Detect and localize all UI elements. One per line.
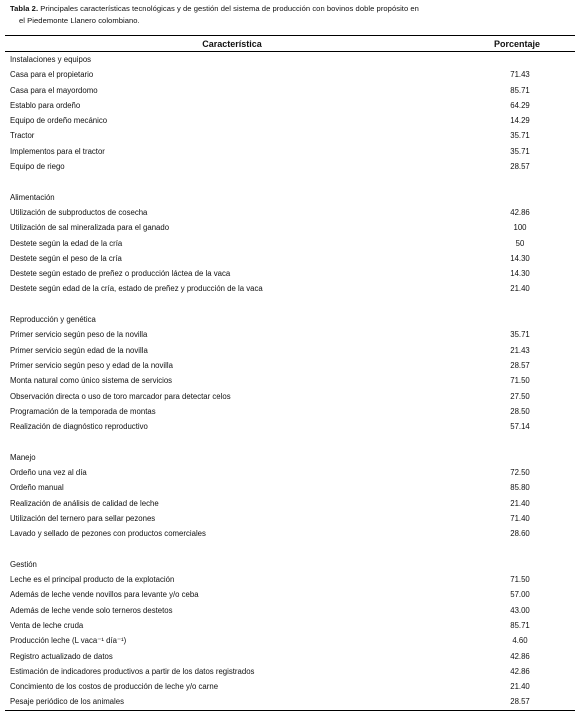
percentage-cell: 21.40 <box>510 498 530 508</box>
percentage-cell: 28.60 <box>510 529 530 539</box>
percentage-cell: 4.60 <box>512 636 528 646</box>
percentage-cell: 71.50 <box>510 376 530 386</box>
section-title: Manejo <box>10 452 36 462</box>
characteristic-cell: Además de leche vende solo terneros destetos <box>10 605 173 615</box>
table-row <box>5 327 575 342</box>
percentage-cell: 42.86 <box>510 207 530 217</box>
characteristic-cell: Además de leche vende novillos para levante y/o ceba <box>10 590 199 600</box>
table-row <box>5 251 575 266</box>
table-row <box>5 572 575 587</box>
table-row <box>5 358 575 373</box>
percentage-cell: 50 <box>515 238 525 248</box>
characteristic-cell: Utilización de sal mineralizada para el ganado <box>10 223 170 233</box>
percentage-cell: 14.30 <box>510 269 530 279</box>
percentage-cell: 100 <box>513 223 527 233</box>
spacer-cell <box>459 297 575 312</box>
characteristic-cell: Destete según la edad de la cría <box>10 238 123 248</box>
table-row <box>5 404 575 419</box>
table-row <box>5 526 575 541</box>
spacer-cell <box>5 542 459 557</box>
table-row <box>5 144 575 159</box>
percentage-cell: 28.57 <box>510 162 530 172</box>
table-row <box>5 618 575 633</box>
section-row <box>5 450 575 465</box>
percentage-cell: 57.14 <box>510 422 530 432</box>
section-empty-cell <box>459 52 575 68</box>
characteristics-table <box>5 35 575 711</box>
header-percentage: Porcentaje <box>459 36 575 52</box>
table-row <box>5 266 575 281</box>
percentage-cell: 42.86 <box>510 651 530 661</box>
table-row <box>5 465 575 480</box>
characteristic-cell: Realización de análisis de calidad de leche <box>10 498 159 508</box>
spacer-cell <box>5 434 459 449</box>
section-empty-cell <box>459 190 575 205</box>
characteristic-cell: Destete según el peso de la cría <box>10 253 122 263</box>
section-row <box>5 52 575 68</box>
characteristic-cell: Casa para el mayordomo <box>10 85 98 95</box>
table-header-row <box>5 36 575 52</box>
percentage-cell: 71.50 <box>510 575 530 585</box>
table-row <box>5 236 575 251</box>
table-row <box>5 67 575 82</box>
section-title: Instalaciones y equipos <box>10 55 92 64</box>
characteristic-cell: Utilización de subproductos de cosecha <box>10 207 148 217</box>
characteristic-cell: Producción leche (L vaca⁻¹ día⁻¹) <box>10 636 127 646</box>
section-empty-cell <box>459 450 575 465</box>
section-empty-cell <box>459 312 575 327</box>
section-row <box>5 190 575 205</box>
spacer-row <box>5 297 575 312</box>
data-table-container <box>5 35 575 711</box>
percentage-cell: 71.40 <box>510 513 530 523</box>
spacer-cell <box>5 297 459 312</box>
percentage-cell: 57.00 <box>510 590 530 600</box>
table-row <box>5 220 575 235</box>
spacer-cell <box>459 174 575 189</box>
characteristic-cell: Equipo de ordeño mecánico <box>10 116 108 126</box>
percentage-cell: 14.30 <box>510 253 530 263</box>
characteristic-cell: Leche es el principal producto de la explotación <box>10 575 175 585</box>
spacer-row <box>5 542 575 557</box>
table-row <box>5 664 575 679</box>
characteristic-cell: Establo para ordeño <box>10 100 81 110</box>
characteristic-cell: Primer servicio según peso de la novilla <box>10 330 148 340</box>
table-row <box>5 128 575 143</box>
percentage-cell: 72.50 <box>510 468 530 478</box>
characteristic-cell: Pesaje periódico de los animales <box>5 694 459 710</box>
percentage-cell: 42.86 <box>510 666 530 676</box>
table-body <box>5 52 575 711</box>
table-row <box>5 496 575 511</box>
percentage-cell: 28.57 <box>510 360 530 370</box>
table-row <box>5 343 575 358</box>
caption-text-line2: el Piedemonte Llanero colombiano. <box>19 16 140 25</box>
table-row <box>5 98 575 113</box>
characteristic-cell: Monta natural como único sistema de servicios <box>10 376 173 386</box>
characteristic-cell: Venta de leche cruda <box>10 620 84 630</box>
characteristic-cell: Casa para el propietario <box>10 70 94 80</box>
percentage-cell: 21.40 <box>510 682 530 692</box>
percentage-cell: 35.71 <box>510 146 530 156</box>
caption-text-line1: Principales características tecnológicas y de gestión del sistema de producción con bovinos doble propósito en <box>40 4 419 13</box>
characteristic-cell: Destete según estado de preñez o producción láctea de la vaca <box>10 269 231 279</box>
characteristic-cell: Destete según edad de la cría, estado de preñez y producción de la vaca <box>10 284 263 294</box>
table-row <box>5 679 575 694</box>
table-row <box>5 587 575 602</box>
table-row <box>5 83 575 98</box>
characteristic-cell: Concimiento de los costos de producción de leche y/o carne <box>10 682 219 692</box>
table-row <box>5 205 575 220</box>
characteristic-cell: Utilización del ternero para sellar pezones <box>10 513 156 523</box>
percentage-cell: 21.40 <box>510 284 530 294</box>
section-row <box>5 557 575 572</box>
section-title: Alimentación <box>10 192 55 202</box>
section-title: Gestión <box>10 559 37 569</box>
percentage-cell: 28.57 <box>459 694 575 710</box>
table-row <box>5 389 575 404</box>
percentage-cell: 71.43 <box>510 70 530 80</box>
characteristic-cell: Primer servicio según peso y edad de la novilla <box>10 360 173 370</box>
spacer-row <box>5 174 575 189</box>
spacer-cell <box>459 434 575 449</box>
table-row <box>5 633 575 648</box>
characteristic-cell: Realización de diagnóstico reproductivo <box>10 422 148 432</box>
header-characteristic: Característica <box>5 36 459 52</box>
percentage-cell: 85.80 <box>510 483 530 493</box>
table-row <box>5 603 575 618</box>
percentage-cell: 21.43 <box>510 345 530 355</box>
percentage-cell: 43.00 <box>510 605 530 615</box>
percentage-cell: 14.29 <box>510 116 530 126</box>
table-row <box>5 159 575 174</box>
characteristic-cell: Lavado y sellado de pezones con productos comerciales <box>10 529 206 539</box>
characteristic-cell: Estimación de indicadores productivos a partir de los datos registrados <box>10 666 255 676</box>
table-row <box>5 419 575 434</box>
characteristic-cell: Programación de la temporada de montas <box>10 406 156 416</box>
table-caption <box>10 3 570 27</box>
table-row <box>5 694 575 710</box>
table-row <box>5 113 575 128</box>
table-row <box>5 480 575 495</box>
characteristic-cell: Implementos para el tractor <box>10 146 105 156</box>
table-row <box>5 649 575 664</box>
table-row <box>5 511 575 526</box>
table-row <box>5 373 575 388</box>
characteristic-cell: Ordeño una vez al día <box>10 468 87 478</box>
table-row <box>5 281 575 296</box>
percentage-cell: 85.71 <box>510 85 530 95</box>
caption-label: Tabla 2. <box>10 4 39 13</box>
characteristic-cell: Registro actualizado de datos <box>10 651 113 661</box>
percentage-cell: 28.50 <box>510 406 530 416</box>
characteristic-cell: Tractor <box>10 131 35 141</box>
spacer-cell <box>5 174 459 189</box>
section-empty-cell <box>459 557 575 572</box>
percentage-cell: 35.71 <box>510 330 530 340</box>
spacer-row <box>5 434 575 449</box>
section-title: Reproducción y genética <box>10 315 96 325</box>
section-row <box>5 312 575 327</box>
percentage-cell: 27.50 <box>510 391 530 401</box>
percentage-cell: 85.71 <box>510 620 530 630</box>
characteristic-cell: Equipo de riego <box>10 162 65 172</box>
characteristic-cell: Observación directa o uso de toro marcador para detectar celos <box>10 391 231 401</box>
characteristic-cell: Primer servicio según edad de la novilla <box>10 345 148 355</box>
characteristic-cell: Ordeño manual <box>10 483 64 493</box>
percentage-cell: 35.71 <box>510 131 530 141</box>
percentage-cell: 64.29 <box>510 100 530 110</box>
spacer-cell <box>459 542 575 557</box>
